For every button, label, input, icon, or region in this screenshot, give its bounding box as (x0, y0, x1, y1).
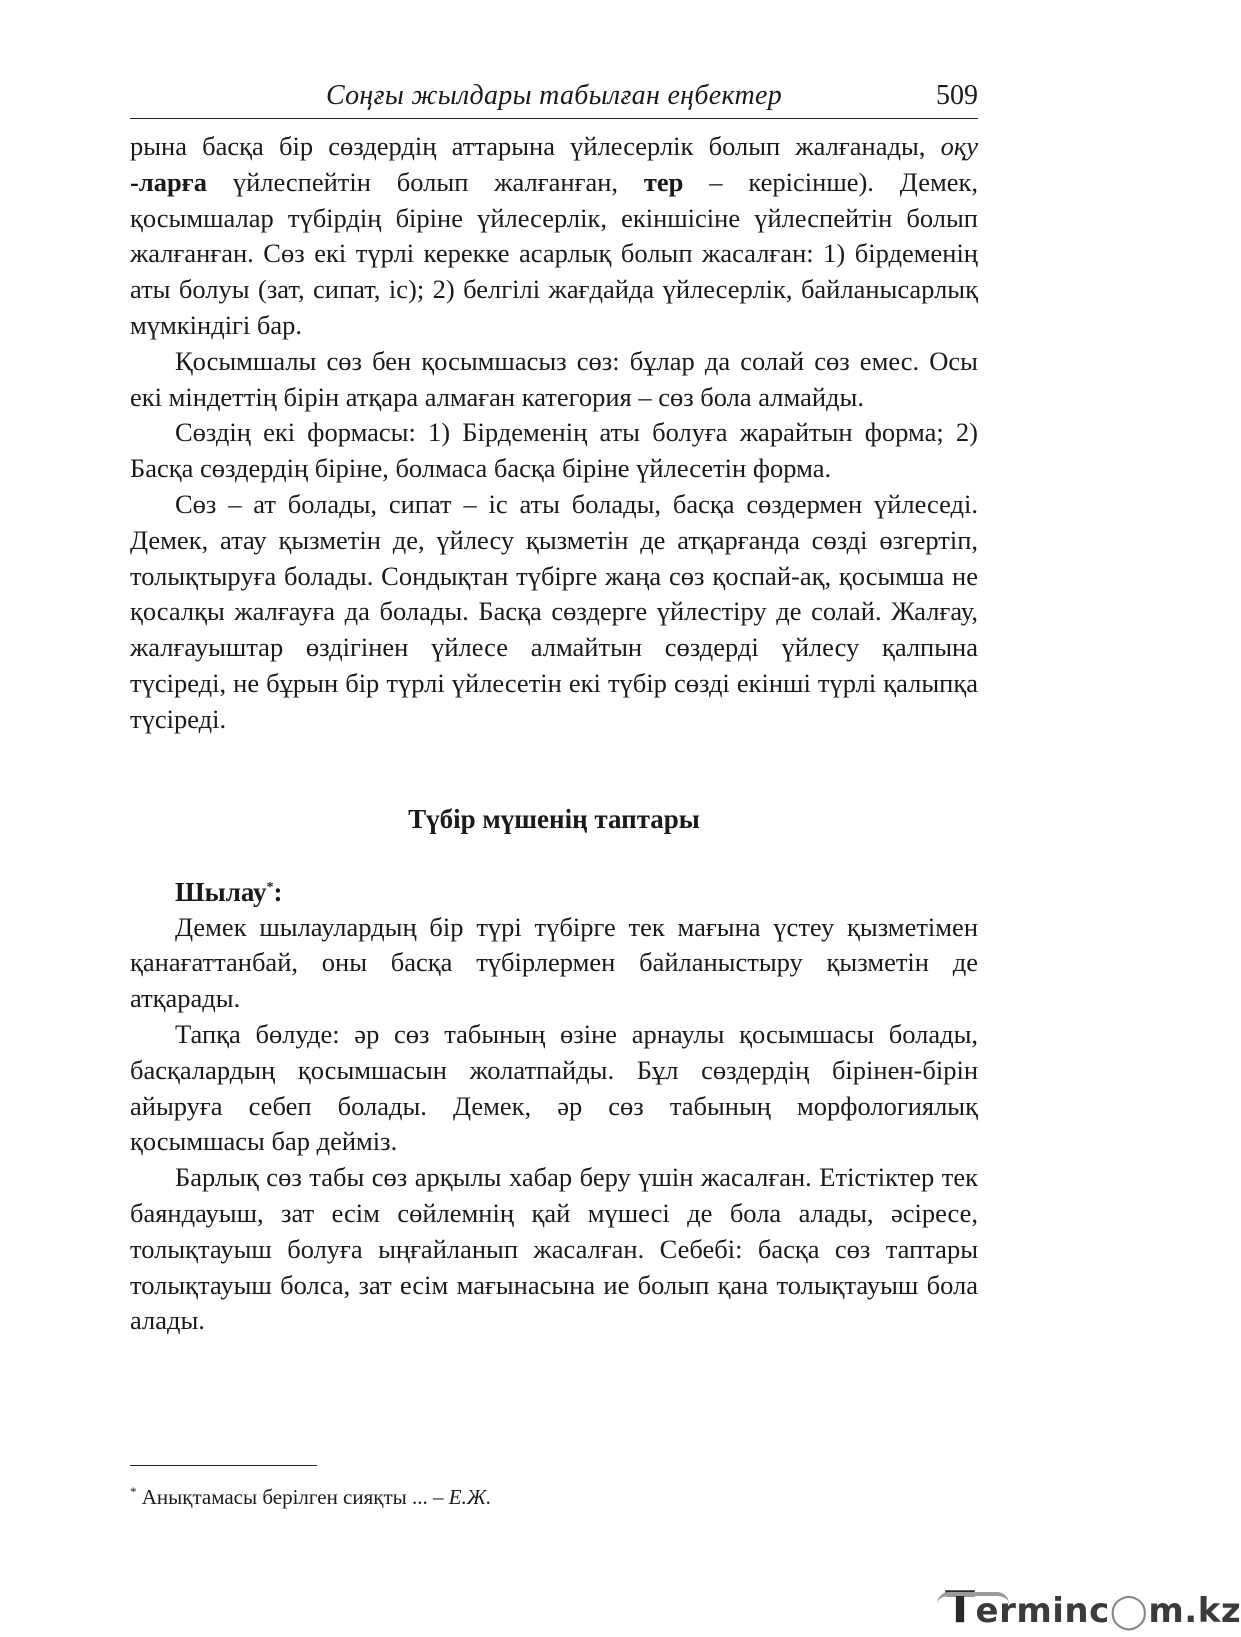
logo-text-end: m.kz (1148, 1591, 1241, 1631)
text-run: тер (643, 166, 684, 197)
paragraph-group-2 (130, 910, 978, 1340)
logo-swoosh-icon (937, 1592, 1009, 1604)
paragraph-p5 (130, 910, 978, 1017)
running-title: Соңғы жылдары табылған еңбектер (325, 80, 783, 111)
text-run: -ларға (130, 166, 207, 197)
footnote-rule (130, 1465, 317, 1466)
page-number: 509 (936, 80, 978, 111)
paragraph-p1 (130, 129, 978, 344)
section-heading: Түбір мүшенің таптары (408, 803, 700, 834)
paragraph-p3 (130, 415, 978, 487)
body-text (130, 129, 978, 1339)
footnote-mark: * (130, 1484, 137, 1499)
sub-heading (175, 874, 978, 910)
logo-text-start: erminc (975, 1591, 1110, 1631)
footnote-reference: * (266, 879, 274, 895)
footnote-author: Е.Ж. (448, 1485, 492, 1509)
paragraph-p7 (130, 1160, 978, 1339)
text-run: Сөздің екі формасы: 1) Бірдеменің аты болуға жарайтын форма; 2) Басқа сөздердің біріне, болмаса басқа біріне үйлесетін форма. (130, 417, 978, 484)
text-run: Сөз – ат болады, сипат – іс аты болады, басқа сөздермен үйлеседі. Демек, атау қызметін де, үйлесу қызметін де атқарғанда сөзді өзгертіп, толықтыруға болады. Сондықтан түбірге жаңа сөз қоспай-ақ, қосымша не қосалқы жалғауға да болады. Басқа сөздерге үйлестіру де солай. Жалғау, жалғауыштар өздігінен үйлесе алмайтын сөздерді үйлесу қалпына түсіреді, не бұрын бір түрлі үйлесетін екі түбір сөзді екінші түрлі қалыпқа түсіреді. (130, 488, 978, 734)
text-run: Тапқа бөлуде: әр сөз табының өзіне арнаулы қосымшасы болады, басқалардың қосымшасын жолатпайды. Бұл сөздердің бірінен-бірін айыруға себеп болады. Демек, әр сөз табының морфологиялық қосымшасы бар дейміз. (130, 1018, 978, 1157)
paragraph-p6 (130, 1017, 978, 1160)
watermark-logo (945, 1582, 1241, 1633)
sub-heading-colon: : (273, 876, 283, 907)
paragraph-p2 (130, 344, 978, 416)
text-run: оқу (940, 131, 978, 161)
text-run: – керісінше). Демек, қосымшалар түбірдің біріне үйлесерлік, екіншісіне үйлеспейтін болып жалғанған. Сөз екі түрлі керекке асарлық болып жасалған: 1) бірдеменің аты болуы (зат, сипат, іс); 2) белгілі жағдайда үйлесерлік, байланысарлық мүмкіндігі бар. (130, 166, 978, 340)
sub-heading-label: Шылау (175, 876, 267, 907)
paragraph-group-1 (130, 129, 978, 738)
logo-letter: T (945, 1582, 976, 1633)
text-run: Барлық сөз табы сөз арқылы хабар беру үшін жасалған. Етістіктер тек баяндауыш, зат есім сөйлемнің қай мүшесі де бола алады, әсіресе, толықтауыш болуға ыңғайланып жасалған. Себебі: басқа сөз таптары толықтауыш болса, зат есім мағынасына ие болып қана толықтауыш бола алады. (130, 1162, 978, 1336)
text-run: Қосымшалы сөз бен қосымшасыз сөз: бұлар да солай сөз емес. Осы екі міндеттің бірін атқара алмаған категория – сөз бола алмайды. (130, 345, 978, 412)
footnote-text: Анықтамасы берілген сияқты ... – (136, 1485, 449, 1509)
paragraph-p4 (130, 487, 978, 738)
book-page (130, 78, 978, 1339)
text-run: үйлеспейтін болып жалғанған, (206, 166, 644, 197)
text-run: рына басқа бір сөздердің аттарына үйлесерлік болып жалғанады, (130, 131, 941, 161)
footnote (130, 1484, 491, 1510)
running-header (130, 78, 978, 119)
magnifier-icon: ◯ (1109, 1591, 1149, 1631)
text-run: Демек шылаулардың бір түрі түбірге тек мағына үстеу қызметімен қанағаттанбай, оны басқа түбірлермен байланыстыру қызметін де атқарады. (130, 911, 978, 1014)
